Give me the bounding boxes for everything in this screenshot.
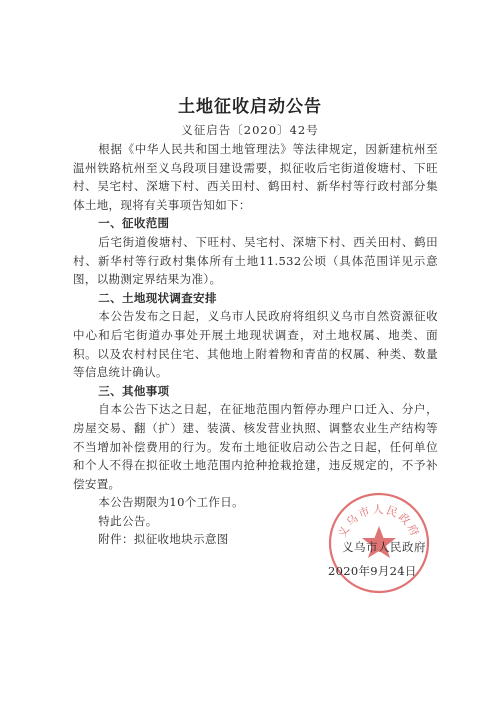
signature-date: 2020年9月24日 bbox=[328, 564, 417, 578]
attachment-note: 附件：拟征收地块示意图 bbox=[98, 532, 229, 547]
closing-term: 本公告期限为10个工作日。 bbox=[98, 495, 244, 510]
intro-paragraph: 根据《中华人民共和国土地管理法》等法律规定，因新建杭州至温州铁路杭州至义乌段项目建设需要，拟征收后宅街道俊塘村、下旺村、吴宅村、深塘下村、西关田村、鹤田村、新华村等行政村部分集体土地，现将有关事项告知如下： bbox=[73, 142, 438, 212]
notice-body bbox=[73, 140, 438, 549]
section-text-survey: 本公告发布之日起，义乌市人民政府将组织义乌市自然资源征收中心和后宅街道办事处开展土地现状调查，对土地权属、地类、面积。以及农村村民住宅、其他地上附着物和青苗的权属、种类、数量等信息统计确认。 bbox=[73, 309, 438, 380]
section-heading-other: 三、其他事项 bbox=[98, 383, 170, 398]
section-heading-scope: 一、征收范围 bbox=[98, 216, 170, 231]
section-text-scope: 后宅街道俊塘村、下旺村、吴宅村、深塘下村、西关田村、鹤田村、新华村等行政村集体所有土地11.532公顷（具体范围详见示意图，以勘测定界结果为准）。 bbox=[73, 234, 438, 287]
signature-org: 义乌市人民政府 bbox=[342, 540, 426, 554]
closing-statement: 特此公告。 bbox=[98, 513, 158, 528]
section-heading-survey: 二、土地现状调查安排 bbox=[98, 290, 217, 305]
section-text-other: 自本公告下达之日起，在征地范围内暂停办理户口迁入、分户，房屋交易、翻（扩）建、装潢、核发营业执照、调整农业生产结构等不当增加补偿费用的行为。发布土地征收启动公告之日起，任何单位和个人不得在拟征收土地范围内抢种抢栽抢建，违反规定的，不予补偿安置。 bbox=[73, 402, 438, 491]
page-title: 土地征收启动公告 bbox=[178, 97, 322, 117]
seal-text: 义乌市人民政府 bbox=[335, 503, 423, 540]
document-number: 义征启告〔2020〕42号 bbox=[181, 123, 319, 137]
